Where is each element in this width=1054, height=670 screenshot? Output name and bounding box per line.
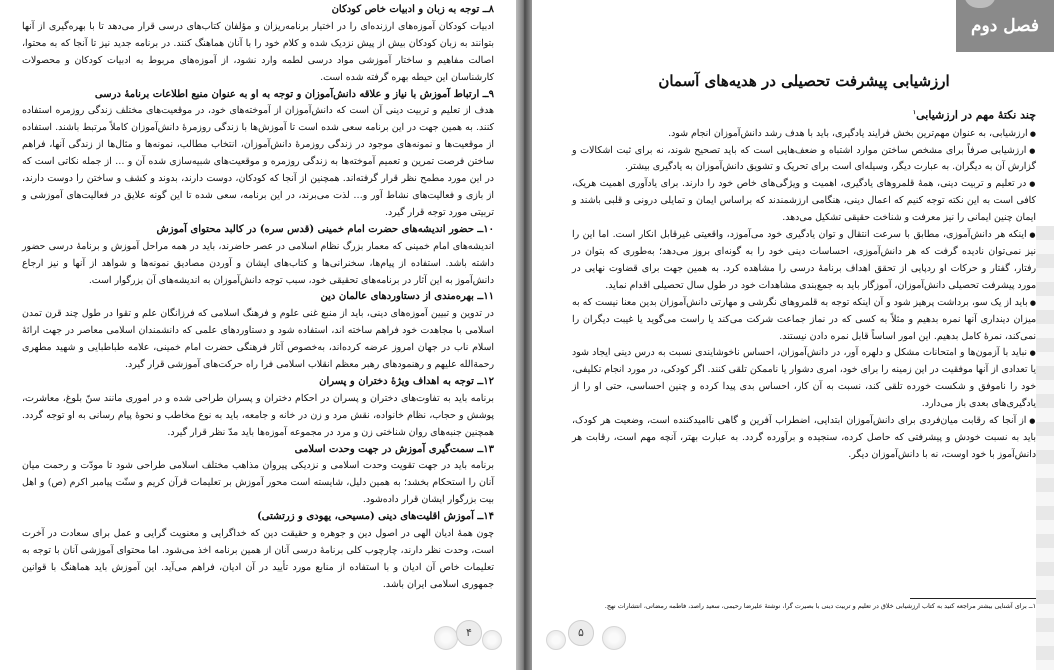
section-paragraph: برنامه باید در جهت تقویت وحدت اسلامی و نزدیکی پیروان مذاهب مختلف اسلامی طراحی شود تا مودّت و رحمت میان آنان را استحکام بخشد؛ به همین دلیل، شایسته است محور آموزش بر تعلیمات قرآن کریم و سنّت پیامبر اکرم (ص) و اهل بیت بزرگوار ایشان قرار داده‌شود. [22,460,494,506]
flower-ornament [434,626,458,650]
section-heading: ۱۱ــ بهره‌مندی از دستاوردهای عالمان دین [320,291,494,303]
section-paragraph: اندیشه‌های امام خمینی که معمار بزرگ نظام اسلامی در عصر حاضرند، باید در همه مراحل آموزش و برنامهٔ درسی حضور داشته باشد. استفاده از پیام‌ها، سخنرانی‌ها و کتاب‌های ایشان و آوردن مصادیق نمونه‌ها و شواهد از آنها و نیز ارجاع دانش‌آموز به این آثار در برنامه‌های تحقیقی خود، سبب توجه دانش‌آموزان به اندیشه‌های آن بزرگوار است. [22,240,494,286]
footnote-rule [910,598,1036,599]
subtitle-text: چند نکتهٔ مهم در ارزشیابی [916,108,1036,122]
bullet-item: ● ارزشیابی صرفاً برای مشخص ساختن موارد اشتباه و ضعف‌هایی است که باید تصحیح شوند، نه برای ثبت اشکالات و گزارش آن به دیگران. به عبارت دیگر، وسیله‌ای است برای تحریک و تشویق دانش‌آموزان به یادگیری بیشتر. [572,143,1036,177]
bullet-item: ● از آنجا که رقابت میان‌فردی برای دانش‌آموزان ابتدایی، اضطراب آفرین و گاهی ناامیدکننده است، وضعیت هر کودک، باید به نسبت خودش و پیشرفتی که حاصل کرده، سنجیده و برآورده گردد. به عبارت بهتر، آنچه مهم است، رقابت هر دانش‌آموز با خود اوست، نه با دانش‌آموزان دیگر. [572,413,1036,464]
bullet-item: ● در تعلیم و تربیت دینی، همهٔ قلمروهای یادگیری، اهمیت و ویژگی‌های خاص خود را دارند. برای یادآوری اهمیت هریک، کافی است به این نکته توجه کنیم که اعمال دینی، هنگامی ارزشمندند که براساس ایمان و تمایلی درونی و قلبی باشند و ایمان چنین ایمانی را نیز معرفت و شناخت حقیقی تشکیل می‌دهد. [572,176,1036,227]
chapter-tab [956,0,1054,52]
section-heading: ۸ــ توجه به زبان و ادبیات خاص کودکان [331,4,494,15]
section-paragraph: هدف از تعلیم و تربیت دینی آن است که دانش‌آموزان از آموخته‌های خود، در موقعیت‌های مختلف زندگی روزمره استفاده کنند. به همین جهت در این برنامه سعی شده است تا آموزش‌ها با زندگی روزمرهٔ دانش‌آموزان کاملاً مرتبط باشند. استفاده از موقعیت‌ها و نمونه‌های موجود در زندگی روزمرهٔ دانش‌آموزان، انتخاب مطالب، نمونه‌ها و مثال‌ها از زندگی آنها، فراهم ساختن فرصت تمرین و تعمیم آموخته‌ها به زندگی روزمره و موقعیت‌های شبیه‌سازی شده آن و … از جمله نکاتی است که در این مورد مطمح نظر قرار گرفته‌اند. همچنین از آنجا که کودکان، دوست دارند، بدوند و کشف و ساختن را دوست دارند، از بازی و فعالیت‌های نشاط آور و… لذت می‌برند، در این برنامه، سعی شده تا این گونه علایق در فعالیت‌های آموزشی و تربیتی مورد توجه قرار گیرد. [22,105,494,218]
section-heading: ۱۴ــ آموزش اقلیت‌های دینی (مسیحی، یهودی و زرتشتی) [257,511,494,523]
footnote: ۱ــ برای آشنایی بیشتر مراجعه کنید به کتاب ارزشیابی خلاق در تعلیم و تربیت دینی با بصیرت گرا، نوشتهٔ علیرضا رحیمی، سعید راصد، فاطمه رمضانی، انتشارات نهج. [604,602,1036,610]
left-page-text-column [22,2,494,594]
page-number: ۴ [456,620,482,646]
flower-ornament [602,626,626,650]
left-page [0,0,516,670]
flower-ornament [546,630,566,650]
footnote-marker: ۱ [912,109,917,116]
section-heading: ۱۳ــ سمت‌گیری آموزش در جهت وحدت اسلامی [294,443,494,455]
section-paragraph: در تدوین و تبیین آموزه‌های دینی، باید از منبع غنی علوم و فرهنگ اسلامی که فرزانگان علم و تقوا در طول چند قرن تمدن اسلامی با مجاهدت خود فراهم ساخته اند، استفاده شود و دستاوردهای علمی که دانشمندان اسلامی معاصر در جهت ارائهٔ اسلام ناب در جهان امروز عرضه کرده‌اند، به‌خصوص آثار فرهنگی حضرت امام خمینی، علامه طباطبایی و شهید مطهری رحمةالله علیهم و رهنمودهای رهبر معظم انقلاب اسلامی فرا راه حرکت‌های آموزشی قرار گیرد. [22,308,494,371]
right-page [532,0,1054,670]
section-heading: ۹ــ ارتباط آموزش با نیاز و علاقه دانش‌آموزان و توجه به او به عنوان منبع اطلاعات برنامهٔ درسی [94,88,494,100]
section-subtitle [572,104,1036,124]
page-number: ۵ [568,620,594,646]
section-heading: ۱۰ــ حضور اندیشه‌های حضرت امام خمینی (قدس سره) در کالبد محتوای آموزش [156,223,494,235]
evaluation-bullet-list [572,126,1036,464]
flower-ornament [482,630,502,650]
chapter-tab-label: فصل دوم [971,16,1039,36]
section-heading: ۱۲ــ توجه به اهداف ویژهٔ دختران و پسران [319,375,494,387]
side-ornament-strip [1036,226,1054,670]
section-paragraph: ادبیات کودکان آموزه‌های ارزنده‌ای را در اختیار برنامه‌ریزان و مؤلفان کتاب‌های درسی قرار می‌دهد تا با بهره‌گیری از آنها بتوانند به زبان کودکان بیش از پیش نزدیک شده و کلام خود را با آنان هماهنگ کنند. در برنامه جدید نیز تا آنجا که به محتوا، اصالت مفاهیم و ساختار آموزشی مواد درسی لطمه وارد نشود، از آموزه‌های مربوط به ادبیات کودکان و محصولات کارشناسان این حیطه بهره گرفته شده است. [22,20,494,83]
tab-ornament [964,0,996,8]
bullet-item: ● نباید با آزمون‌ها و امتحانات مشکل و دلهره آور، در دانش‌آموزان، احساس ناخوشایندی نسبت به درس دینی ایجاد شود یا تعدادی از آنها موفقیت در این زمینه را برای خود، امری دشوار یا ناممکن تلقی کنند. اگر کودکی، در مورد انجام تکلیفی، خود را ناموفق و شکست خورده تلقی کند، نسبت به آن کار، احساس بدی پیدا کرده و چنین احساسی، حتی او را از یادگیری‌های بعدی باز می‌دارد. [572,345,1036,413]
bullet-item: ● باید از یک سو، برداشت پرهیز شود و آن اینکه توجه به قلمروهای نگرشی و مهارتی دانش‌آموزان بدین معنا نیست که به میزان دینداری آنها نمره بدهیم و مثلاً به کسی که در نماز جماعت شرکت می‌کند یا راست می‌گوید یا غیبت دیگران را نمی‌کند، نمرهٔ کامل بدهیم. این امور اساساً قابل نمره دادن نیستند. [572,295,1036,346]
section-paragraph: برنامه باید به تفاوت‌های دختران و پسران در احکام دختران و پسران طراحی شده و در اموری مانند سنّ بلوغ، معاشرت، پوشش و حجاب، نظام خانواده، نقش مرد و زن در خانه و جامعه، باید به نوع مخاطب و نحوهٔ پیام رسانی به او توجه گردد. همچنین جنبه‌های روان شناختی زن و مرد در مجموعه آموزه‌ها باید مدّ نظر قرار گیرد. [22,392,494,438]
bullet-item: ● اینکه هر دانش‌آموزی، مطابق با سرعت انتقال و توان یادگیری خود می‌آموزد، واقعیتی غیرقابل انکار است. اما این را نیز نمی‌توان نادیده گرفت که هر دانش‌آموزی، احساسات دینی خود را به گونه‌ای بروز می‌دهد؛ به‌طوری که بتوان در رفتار، گفتار و حرکات او ردپایی از تحقق اهداف برنامهٔ درسی را مشاهده کرد. به همین جهت برای قضاوت نهایی در مورد پیشرفت تحصیلی دانش‌آموزان، آموزگار باید به جمع‌بندی مشاهدات خود در طول سال تحصیلی اقدام نماید. [572,227,1036,295]
page-title: ارزشیابی پیشرفت تحصیلی در هدیه‌های آسمان [658,72,950,90]
section-paragraph: چون همهٔ ادیان الهی در اصول دین و جوهره و حقیقت دین که خداگرایی و معنویت گرایی و عمل برای سعادت در آخرت است، وحدت نظر دارند، چارچوب کلی برنامهٔ درسی آنان از همین برنامه اخذ می‌شود. اما محتوای آموزشی آنان با توجه به تعلیمات خاص آن ادیان و با استفاده از منابع مورد تأیید در آن ادیان، فراهم می‌آید. این آموزش باید هماهنگ با قوانین جمهوری اسلامی ایران باشد. [22,528,494,590]
bullet-item: ● ارزشیابی، به عنوان مهم‌ترین بخش فرایند یادگیری، باید با هدف رشد دانش‌آموزان انجام شود. [572,126,1036,143]
right-page-text-column [572,104,1036,464]
book-spine [516,0,532,670]
